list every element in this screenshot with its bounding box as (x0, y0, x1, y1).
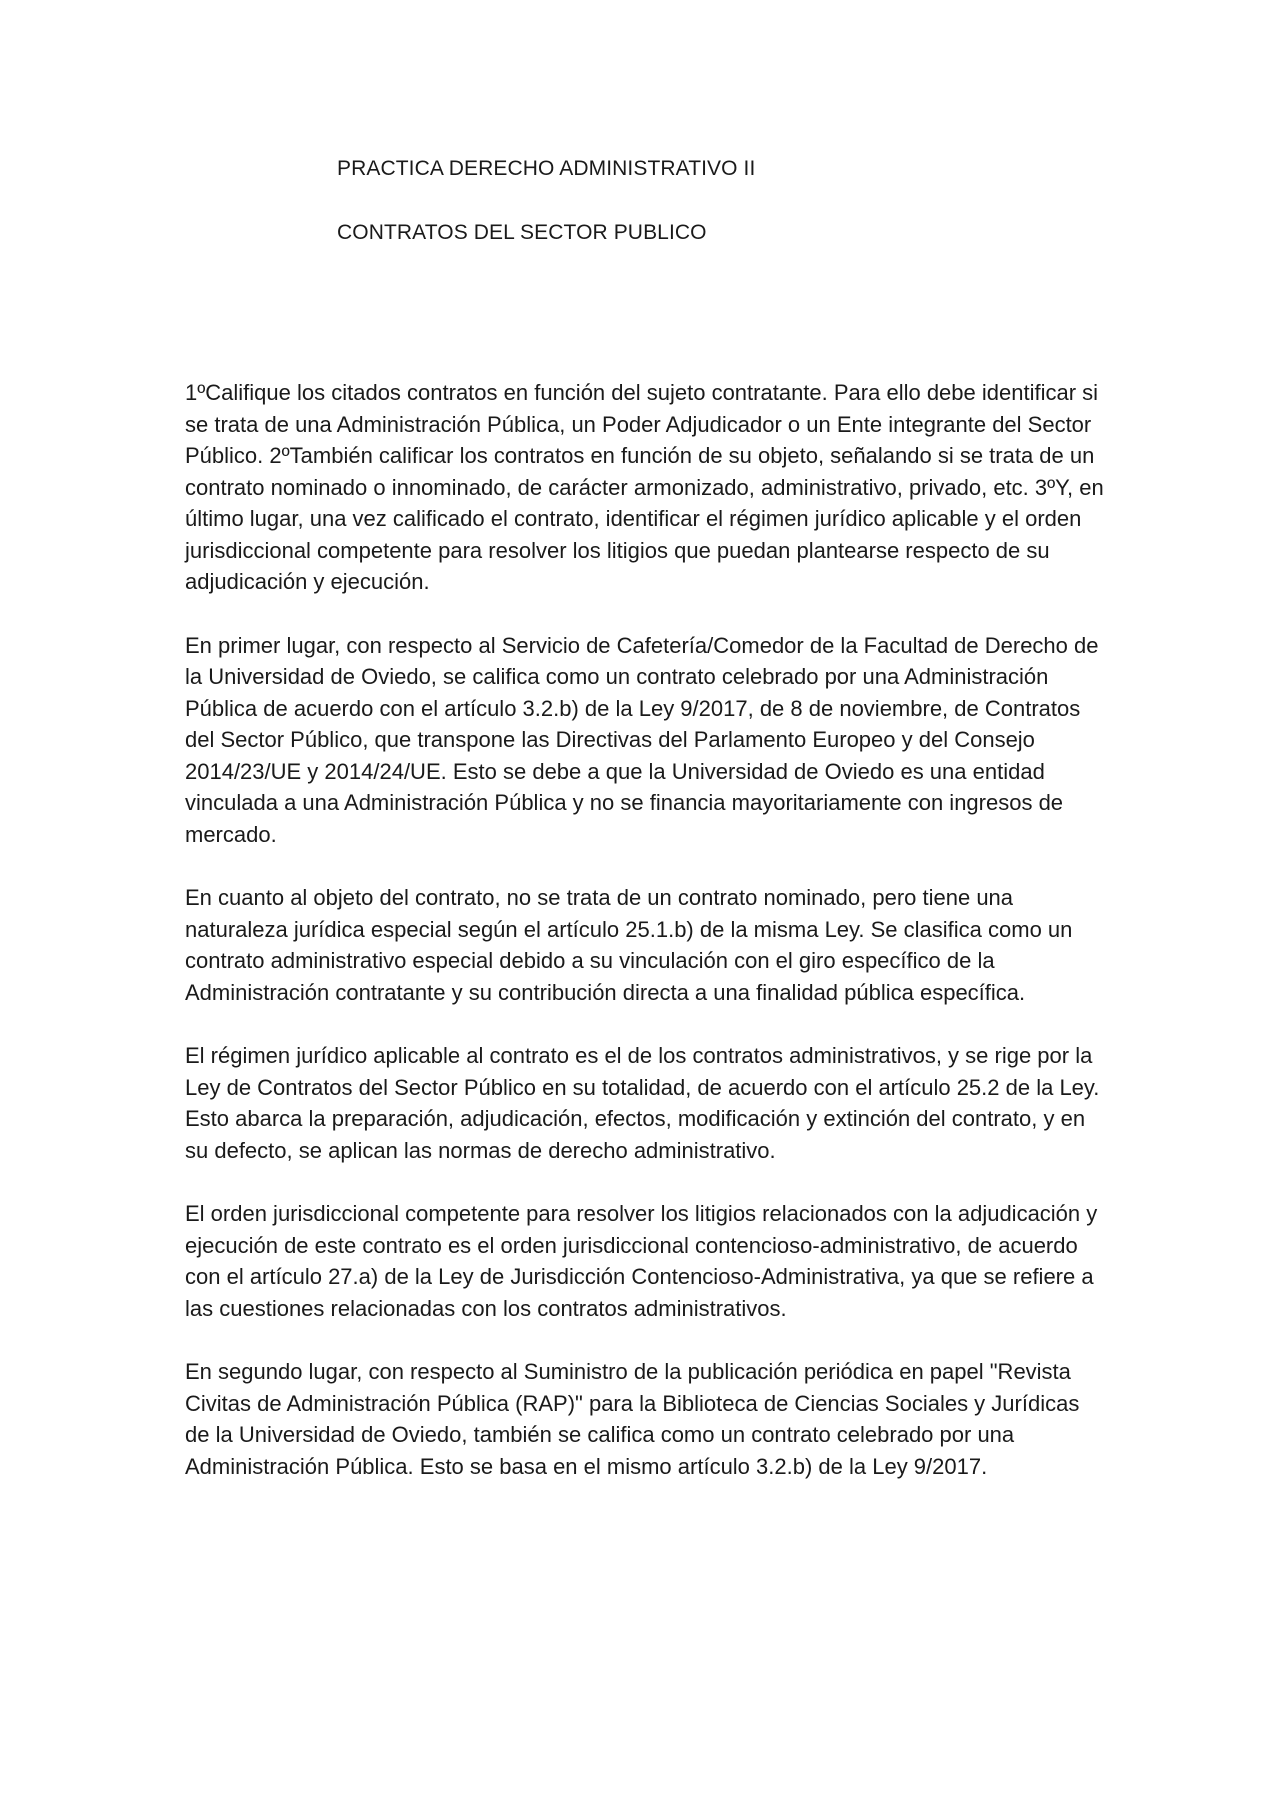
document-body (185, 377, 1105, 1514)
paragraph-cafeteria-object: En cuanto al objeto del contrato, no se trata de un contrato nominado, pero tiene una naturaleza jurídica especial según el artículo 25.1.b) de la misma Ley. Se clasifica como un contrato administrativo especial debido a su vinculación con el giro específico de la Administración contratante y su contribución directa a una finalidad pública específica. (185, 885, 1073, 1005)
paragraph-legal-regime: El régimen jurídico aplicable al contrato es el de los contratos administrativos, y se rige por la Ley de Contratos del Sector Público en su totalidad, de acuerdo con el artículo 25.2 de la Ley. Esto abarca la preparación, adjudicación, efectos, modificación y extinción del contrato, y en su defecto, se aplican las normas de derecho administrativo. (185, 1043, 1100, 1163)
paragraph-instructions: 1ºCalifique los citados contratos en función del sujeto contratante. Para ello debe identificar si se trata de una Administración Pública, un Poder Adjudicador o un Ente integrante del Sector Público. 2ºTambién calificar los contratos en función de su objeto, señalando si se trata de un contrato nominado o innominado, de carácter armonizado, administrativo, privado, etc. 3ºY, en último lugar, una vez calificado el contrato, identificar el régimen jurídico aplicable y el orden jurisdiccional competente para resolver los litigios que puedan plantearse respecto de su adjudicación y ejecución. (185, 380, 1104, 594)
document-subtitle: CONTRATOS DEL SECTOR PUBLICO (337, 221, 707, 244)
document-title: PRACTICA DERECHO ADMINISTRATIVO II (337, 157, 756, 180)
paragraph-jurisdiction: El orden jurisdiccional competente para resolver los litigios relacionados con la adjudicación y ejecución de este contrato es el orden jurisdiccional contencioso-administrativo, de acuerdo con el artículo 27.a) de la Ley de Jurisdicción Contencioso-Administrativa, ya que se refiere a las cuestiones relacionadas con los contratos administrativos. (185, 1201, 1098, 1321)
paragraph-cafeteria-subject: En primer lugar, con respecto al Servicio de Cafetería/Comedor de la Facultad de Derecho de la Universidad de Oviedo, se califica como un contrato celebrado por una Administración Pública de acuerdo con el artículo 3.2.b) de la Ley 9/2017, de 8 de noviembre, de Contratos del Sector Público, que transpone las Directivas del Parlamento Europeo y del Consejo 2014/23/UE y 2014/24/UE. Esto se debe a que la Universidad de Oviedo es una entidad vinculada a una Administración Pública y no se financia mayoritariamente con ingresos de mercado. (185, 632, 1099, 847)
paragraph-supply-contract: En segundo lugar, con respecto al Suministro de la publicación periódica en papel "Revista Civitas de Administración Pública (RAP)" para la Biblioteca de Ciencias Sociales y Jurídicas de la Universidad de Oviedo, también se califica como un contrato celebrado por una Administración Pública. Esto se basa en el mismo artículo 3.2.b) de la Ley 9/2017. (185, 1359, 1080, 1479)
